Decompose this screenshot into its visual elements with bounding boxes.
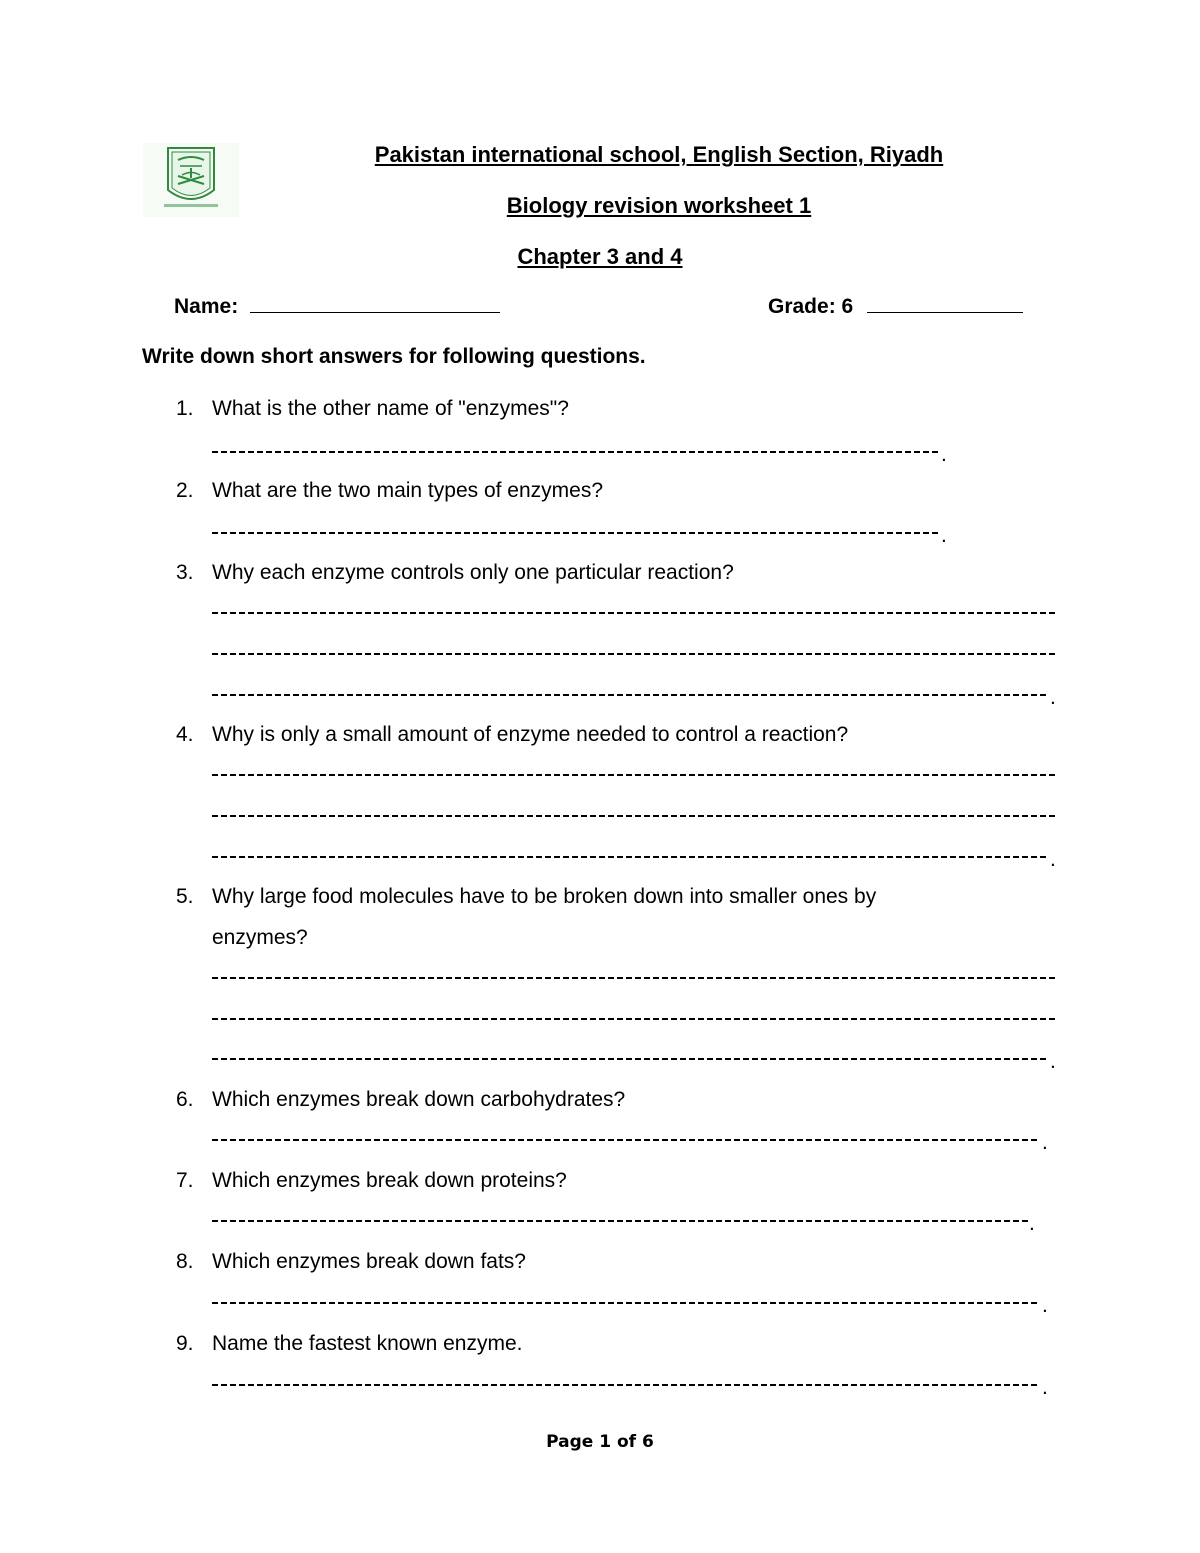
name-field[interactable]	[174, 294, 500, 319]
grade-label: Grade: 6	[768, 295, 854, 318]
question-text: Name the fastest known enzyme.	[212, 1332, 523, 1355]
question-text: Which enzymes break down fats?	[212, 1250, 526, 1273]
answer-line[interactable]	[212, 774, 1058, 776]
answer-line[interactable]	[212, 653, 1058, 655]
question-9	[176, 1323, 523, 1364]
question-4	[176, 714, 849, 755]
chapter-title: Chapter 3 and 4	[517, 244, 683, 269]
answer-line[interactable]	[212, 977, 1058, 979]
answer-period: .	[1029, 1212, 1035, 1235]
grade-blank[interactable]	[867, 294, 1023, 313]
question-number: 5.	[176, 885, 194, 908]
answer-line[interactable]	[212, 1302, 1040, 1304]
answer-line[interactable]	[212, 532, 940, 534]
question-text: Why each enzyme controls only one particular reaction?	[212, 561, 734, 584]
name-label: Name:	[174, 295, 239, 318]
question-text: Why is only a small amount of enzyme needed to control a reaction?	[212, 723, 849, 746]
question-2	[176, 470, 604, 511]
answer-line[interactable]	[212, 815, 1058, 817]
question-text: Which enzymes break down proteins?	[212, 1169, 567, 1192]
answer-line[interactable]	[212, 451, 940, 453]
instructions: Write down short answers for following questions.	[142, 345, 646, 368]
answer-line[interactable]	[212, 856, 1048, 858]
question-text: Which enzymes break down carbohydrates?	[212, 1088, 626, 1111]
worksheet-title: Biology revision worksheet 1	[506, 193, 812, 218]
question-1	[176, 388, 569, 429]
question-6	[176, 1079, 626, 1120]
answer-line[interactable]	[212, 612, 1058, 614]
question-number: 4.	[176, 723, 194, 746]
question-text: Why large food molecules have to be broken down into smaller ones by	[212, 885, 877, 908]
question-number: 8.	[176, 1250, 194, 1273]
grade-field[interactable]	[768, 294, 1023, 319]
question-text: What is the other name of "enzymes"?	[212, 397, 569, 420]
answer-line[interactable]	[212, 1384, 1040, 1386]
question-number: 1.	[176, 397, 194, 420]
answer-line[interactable]	[212, 1220, 1028, 1222]
answer-period: .	[1050, 686, 1056, 709]
answer-line[interactable]	[212, 694, 1048, 696]
answer-line[interactable]	[212, 1058, 1048, 1060]
answer-period: .	[1042, 1131, 1048, 1154]
answer-period: .	[941, 524, 947, 547]
name-blank[interactable]	[250, 294, 500, 313]
question-number: 2.	[176, 479, 194, 502]
question-number: 9.	[176, 1332, 194, 1355]
question-text-continued: enzymes?	[212, 926, 308, 949]
answer-line[interactable]	[212, 1018, 1058, 1020]
page-number: Page 1 of 6	[546, 1432, 654, 1452]
question-8	[176, 1241, 526, 1282]
answer-period: .	[1050, 848, 1056, 871]
answer-period: .	[1042, 1294, 1048, 1317]
answer-period: .	[1042, 1376, 1048, 1399]
question-7	[176, 1160, 567, 1201]
school-title: Pakistan international school, English Section, Riyadh	[374, 142, 944, 167]
answer-period: .	[1050, 1050, 1056, 1073]
question-number: 6.	[176, 1088, 194, 1111]
question-text: What are the two main types of enzymes?	[212, 479, 604, 502]
question-3	[176, 552, 734, 593]
question-number: 7.	[176, 1169, 194, 1192]
question-5	[176, 876, 877, 949]
question-number: 3.	[176, 561, 194, 584]
answer-period: .	[941, 443, 947, 466]
answer-line[interactable]	[212, 1139, 1040, 1141]
